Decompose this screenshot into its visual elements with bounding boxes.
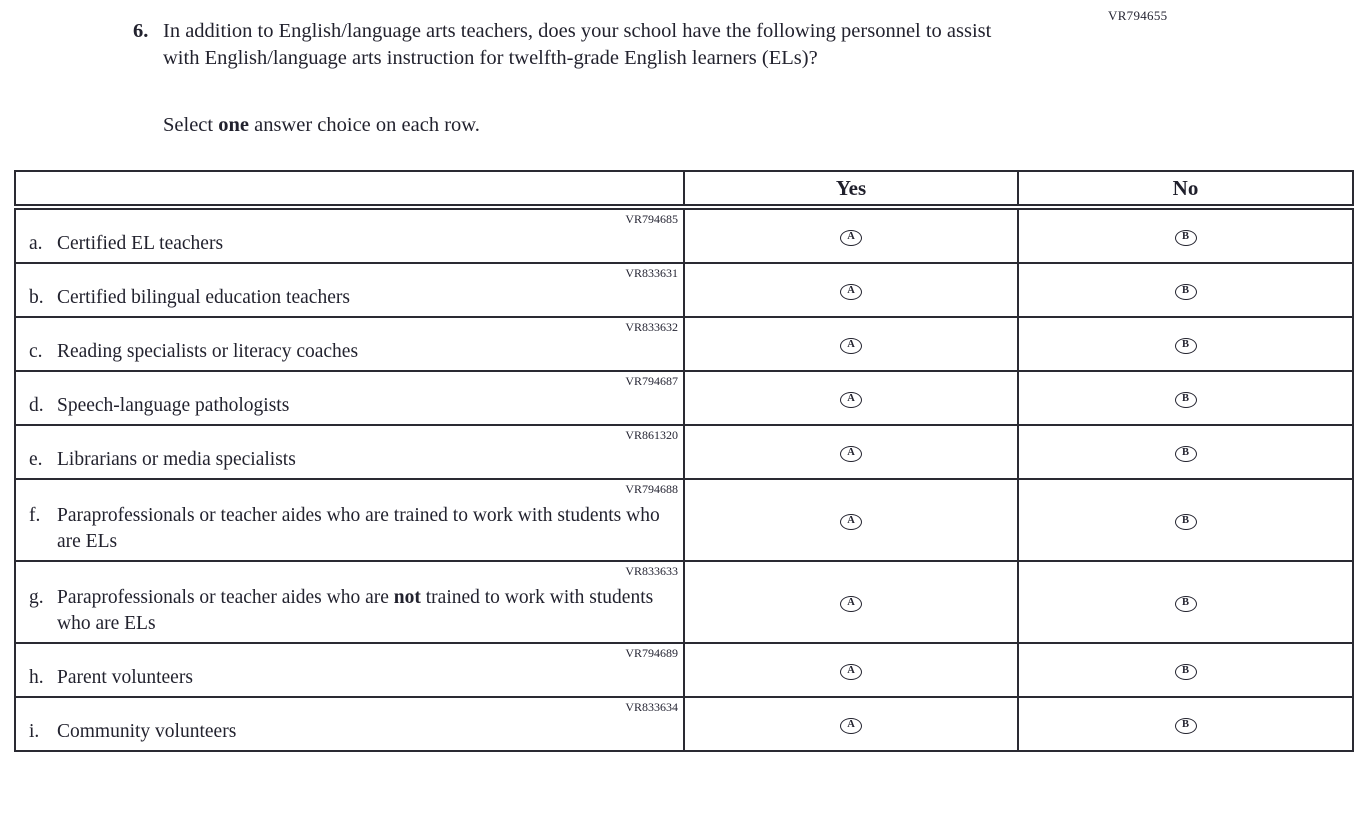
no-cell xyxy=(1018,317,1353,371)
no-cell xyxy=(1018,263,1353,317)
row-label xyxy=(29,444,678,473)
option-bubble-yes[interactable]: A xyxy=(840,230,862,246)
row-letter: c. xyxy=(29,341,43,362)
header-yes: Yes xyxy=(684,171,1018,207)
table-row xyxy=(15,561,1353,643)
row-vr-code: VR794688 xyxy=(625,482,678,496)
row-label-text: Certified EL teachers xyxy=(57,233,224,254)
table-row xyxy=(15,371,1353,425)
row-label-text: Parent volunteers xyxy=(57,667,193,688)
yes-cell xyxy=(684,371,1018,425)
row-vr-code: VR833634 xyxy=(625,700,678,714)
row-label xyxy=(29,582,678,637)
row-label xyxy=(29,500,678,555)
table-row xyxy=(15,697,1353,751)
yes-cell xyxy=(684,425,1018,479)
question-block xyxy=(133,18,1019,72)
row-letter: e. xyxy=(29,449,43,470)
row-label-text: Librarians or media specialists xyxy=(57,449,296,470)
yes-cell xyxy=(684,561,1018,643)
option-bubble-yes[interactable]: A xyxy=(840,338,862,354)
no-cell xyxy=(1018,425,1353,479)
row-label-cell xyxy=(15,425,684,479)
yes-cell xyxy=(684,207,1018,263)
row-label-cell xyxy=(15,263,684,317)
row-label-cell xyxy=(15,371,684,425)
option-bubble-yes[interactable]: A xyxy=(840,514,862,530)
row-label-cell xyxy=(15,479,684,561)
table-row xyxy=(15,263,1353,317)
yes-cell xyxy=(684,697,1018,751)
option-bubble-no[interactable]: B xyxy=(1175,230,1197,246)
answer-grid xyxy=(14,170,1354,752)
option-bubble-yes[interactable]: A xyxy=(840,718,862,734)
row-label-cell xyxy=(15,561,684,643)
no-cell xyxy=(1018,371,1353,425)
option-bubble-yes[interactable]: A xyxy=(840,392,862,408)
row-label-cell xyxy=(15,207,684,263)
option-bubble-yes[interactable]: A xyxy=(840,664,862,680)
row-label xyxy=(29,336,678,365)
row-label xyxy=(29,390,678,419)
row-label-cell xyxy=(15,643,684,697)
yes-cell xyxy=(684,479,1018,561)
table-row xyxy=(15,479,1353,561)
row-letter: i. xyxy=(29,721,40,742)
no-cell xyxy=(1018,207,1353,263)
row-label xyxy=(29,228,678,257)
question-number: 6. xyxy=(133,20,149,42)
row-label-text: Paraprofessionals or teacher aides who are not trained to work with students who are ELs xyxy=(57,587,654,634)
table-row xyxy=(15,643,1353,697)
answer-grid-wrap xyxy=(14,170,1352,752)
row-label-cell xyxy=(15,317,684,371)
row-label-text: Reading specialists or literacy coaches xyxy=(57,341,359,362)
option-bubble-no[interactable]: B xyxy=(1175,392,1197,408)
header-blank-cell xyxy=(15,171,684,207)
question-text: In addition to English/language arts teachers, does your school have the following personnel to assist with English/language arts instruction for twelfth-grade English learners (ELs)? xyxy=(163,20,992,69)
option-bubble-yes[interactable]: A xyxy=(840,284,862,300)
row-label-text: Community volunteers xyxy=(57,721,237,742)
row-label-text: Certified bilingual education teachers xyxy=(57,287,350,308)
row-label-cell xyxy=(15,697,684,751)
row-vr-code: VR833633 xyxy=(625,564,678,578)
row-vr-code: VR833631 xyxy=(625,266,678,280)
row-letter: b. xyxy=(29,287,44,308)
table-row xyxy=(15,425,1353,479)
row-letter: f. xyxy=(29,505,41,526)
header-row xyxy=(15,171,1353,207)
yes-cell xyxy=(684,643,1018,697)
no-cell xyxy=(1018,561,1353,643)
row-letter: g. xyxy=(29,587,44,608)
option-bubble-no[interactable]: B xyxy=(1175,664,1197,680)
table-row xyxy=(15,207,1353,263)
option-bubble-no[interactable]: B xyxy=(1175,284,1197,300)
option-bubble-no[interactable]: B xyxy=(1175,718,1197,734)
no-cell xyxy=(1018,697,1353,751)
yes-cell xyxy=(684,317,1018,371)
row-vr-code: VR861320 xyxy=(625,428,678,442)
option-bubble-yes[interactable]: A xyxy=(840,446,862,462)
option-bubble-no[interactable]: B xyxy=(1175,338,1197,354)
row-label xyxy=(29,282,678,311)
table-row xyxy=(15,317,1353,371)
row-vr-code: VR794687 xyxy=(625,374,678,388)
row-label xyxy=(29,716,678,745)
no-cell xyxy=(1018,643,1353,697)
form-code: VR794655 xyxy=(1108,8,1168,23)
question-instruction: Select one answer choice on each row. xyxy=(163,114,480,136)
no-cell xyxy=(1018,479,1353,561)
row-vr-code: VR794685 xyxy=(625,212,678,226)
row-vr-code: VR794689 xyxy=(625,646,678,660)
option-bubble-no[interactable]: B xyxy=(1175,446,1197,462)
option-bubble-yes[interactable]: A xyxy=(840,596,862,612)
row-vr-code: VR833632 xyxy=(625,320,678,334)
yes-cell xyxy=(684,263,1018,317)
row-letter: d. xyxy=(29,395,44,416)
row-letter: a. xyxy=(29,233,43,254)
option-bubble-no[interactable]: B xyxy=(1175,596,1197,612)
row-label-text: Paraprofessionals or teacher aides who are trained to work with students who are ELs xyxy=(57,505,660,552)
row-label xyxy=(29,662,678,691)
row-letter: h. xyxy=(29,667,44,688)
header-no: No xyxy=(1018,171,1353,207)
row-label-text: Speech-language pathologists xyxy=(57,395,290,416)
option-bubble-no[interactable]: B xyxy=(1175,514,1197,530)
